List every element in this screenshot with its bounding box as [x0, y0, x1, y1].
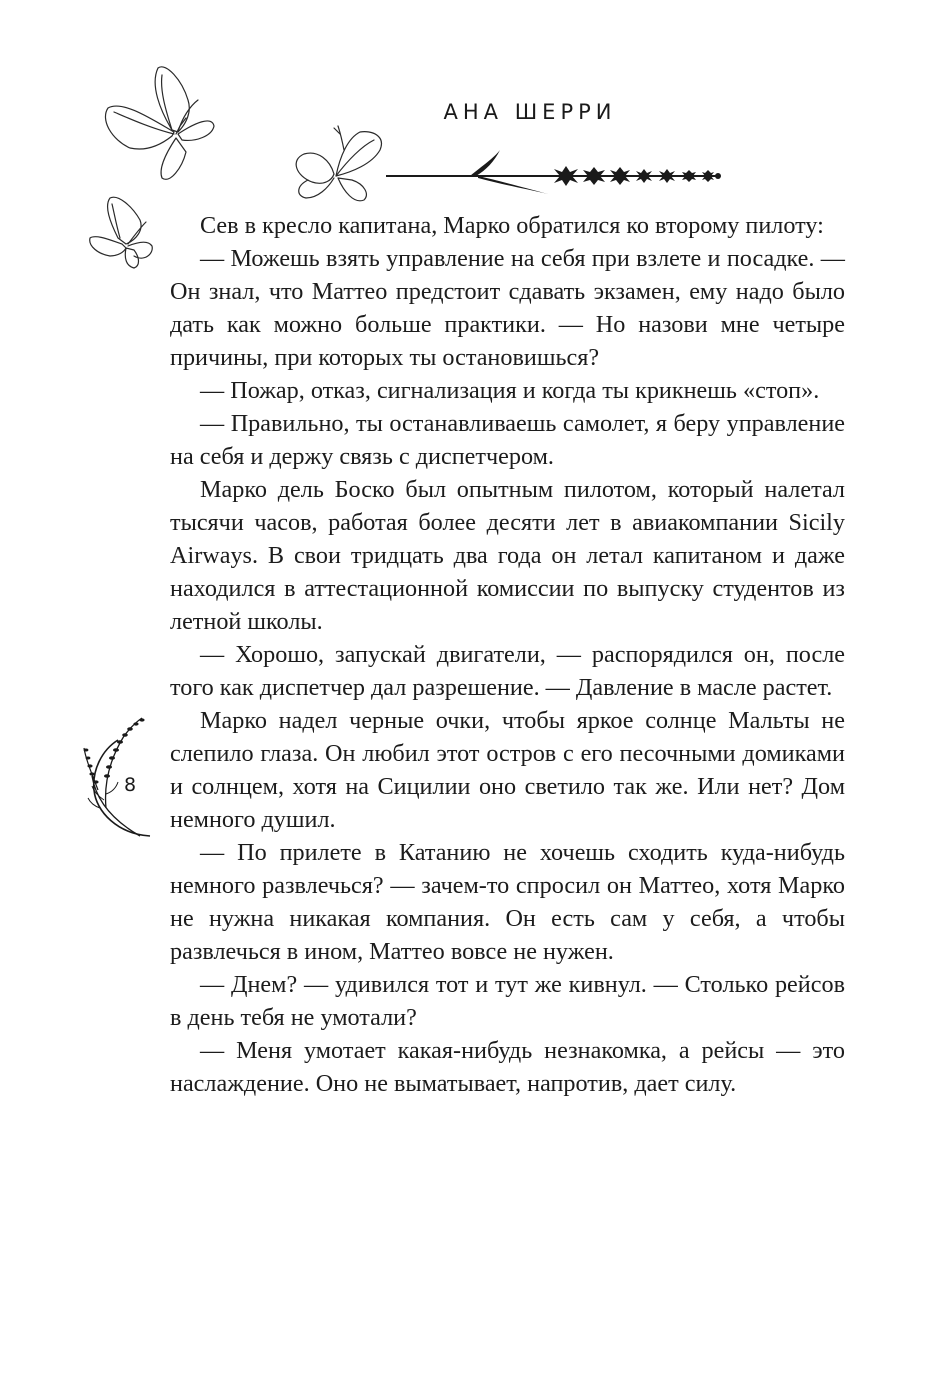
paragraph: — Хорошо, запускай двигатели, — распорядился он, после того как диспетчер дал разрешение. — Давление в масле растет. [170, 641, 845, 701]
butterfly-icon [90, 197, 153, 268]
butterfly-icon [296, 126, 381, 201]
paragraph: Марко дель Боско был опытным пилотом, который налетал тысячи часов, работая более десяти лет в авиакомпании Sicily Airways. В свои тридцать два года он летал капитаном и даже находился в аттестационной комиссии по выпуску студентов из летной школы. [170, 476, 845, 635]
running-head-author: АНА ШЕРРИ [443, 100, 617, 124]
paragraph: — Можешь взять управление на себя при взлете и посадке. — Он знал, что Маттео предстоит сдавать экзамен, ему надо было дать как можно больше практики. — Но назови мне четыре причины, при которых ты остановишься? [170, 245, 845, 371]
header-flourish [386, 150, 721, 194]
butterfly-icon [105, 67, 214, 179]
paragraph: — Правильно, ты останавливаешь самолет, я беру управление на себя и держу связь с диспетчером. [170, 410, 845, 470]
paragraph: — Пожар, отказ, сигнализация и когда ты крикнешь «стоп». [200, 377, 820, 404]
paragraph: — По прилете в Катанию не хочешь сходить куда-нибудь немного развлечься? — зачем-то спросил он Маттео, хотя Марко не нужна никакая компания. Он есть сам у себя, а чтобы развлечься в ином, Маттео вовсе не нужен. [170, 839, 845, 965]
body-text [170, 209, 845, 1100]
paragraph: Марко надел черные очки, чтобы яркое солнце Мальты не слепило глаза. Он любил этот остров с его песочными домиками и солнцем, хотя на Сицилии оно светило так же. Или нет? Дом немного душил. [170, 707, 845, 833]
page-number: 8 [123, 774, 137, 796]
paragraph: — Днем? — удивился тот и тут же кивнул. — Столько рейсов в день тебя не умотали? [170, 971, 845, 1031]
paragraph: Сев в кресло капитана, Марко обратился ко второму пилоту: [200, 212, 824, 239]
paragraph: — Меня умотает какая-нибудь незнакомка, а рейсы — это наслаждение. Оно не выматывает, напротив, дает силу. [170, 1037, 845, 1097]
